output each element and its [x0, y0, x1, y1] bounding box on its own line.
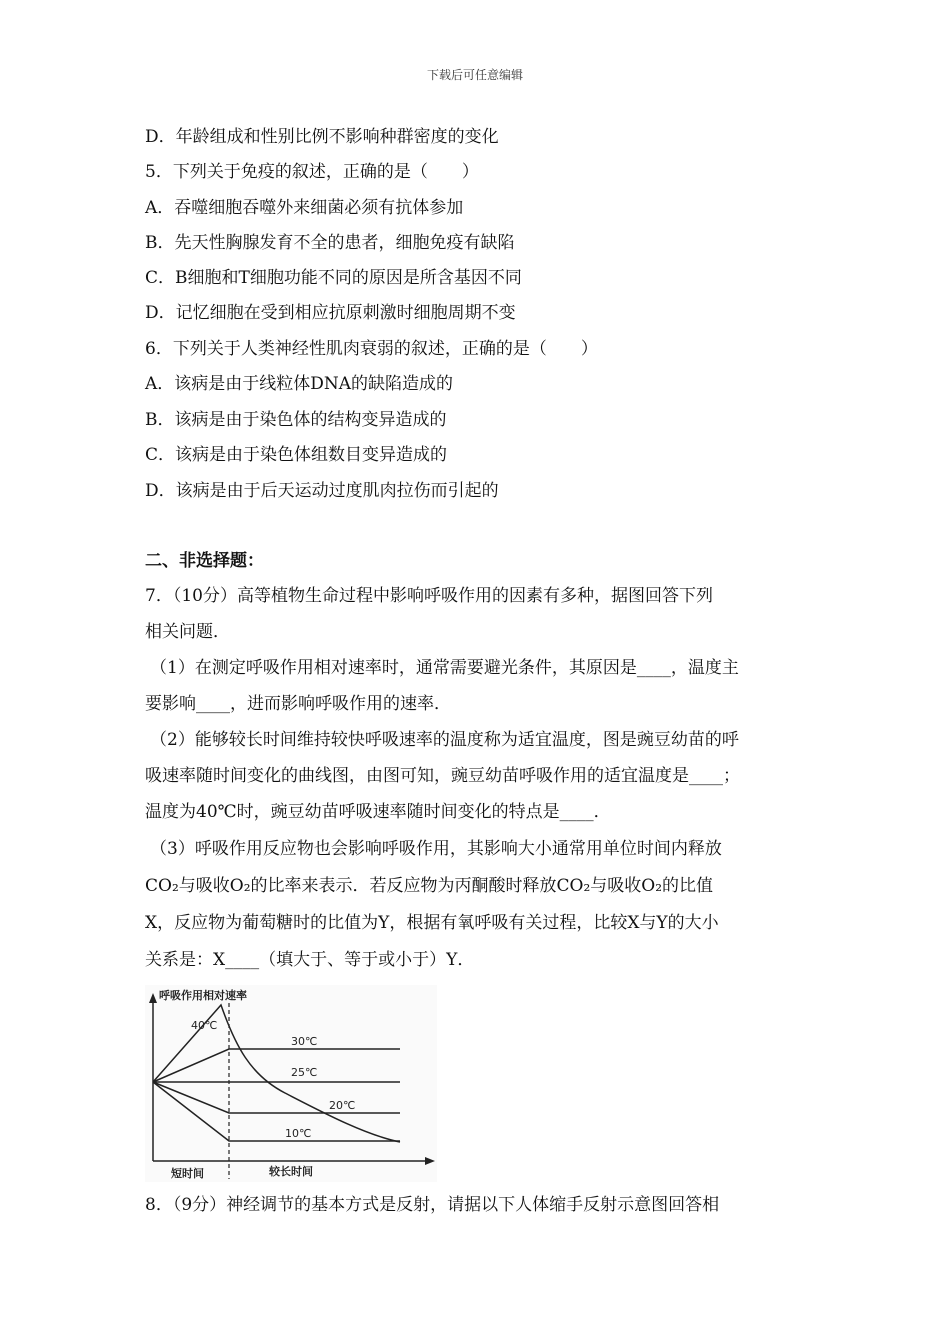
q7-part2-cont1: 吸速率随时间变化的曲线图，由图可知，豌豆幼苗呼吸作用的适宜温度是____；: [145, 766, 740, 786]
q7-part3-cont1: CO₂与吸收O₂的比率来表示．若反应物为丙酮酸时释放CO₂与吸收O₂的比值: [145, 876, 714, 896]
question-8: 8．（9分）神经调节的基本方式是反射，请据以下人体缩手反射示意图回答相: [145, 1195, 720, 1215]
q7-part3-cont3: 关系是：X____（填大于、等于或小于）Y．: [145, 950, 475, 970]
q7-part2-cont2: 温度为40℃时，豌豆幼苗呼吸速率随时间变化的特点是____．: [145, 802, 611, 822]
question-7: 7．（10分）高等植物生命过程中影响呼吸作用的因素有多种，据图回答下列: [145, 586, 713, 606]
respiration-rate-chart: [145, 985, 437, 1182]
option-5c: C．B细胞和T细胞功能不同的原因是所含基因不同: [145, 268, 522, 288]
x-axis-arrow: [425, 1157, 435, 1165]
q7-part3-cont2: X，反应物为葡萄糖时的比值为Y，根据有氧呼吸有关过程，比较X与Y的大小: [145, 913, 719, 933]
option-6b: B．该病是由于染色体的结构变异造成的: [145, 410, 447, 430]
option-6a: A．该病是由于线粒体DNA的缺陷造成的: [145, 374, 454, 394]
curve-10c: [153, 1082, 400, 1141]
question-7-cont: 相关问题．: [145, 622, 230, 642]
x-region-short: 短时间: [171, 1167, 204, 1180]
q7-part2: （2）能够较长时间维持较快呼吸速率的温度称为适宜温度，图是豌豆幼苗的呼: [150, 730, 739, 750]
y-axis-label: 呼吸作用相对速率: [159, 989, 247, 1002]
option-5a: A．吞噬细胞吞噬外来细菌必须有抗体参加: [145, 198, 464, 218]
option-5d: D．记忆细胞在受到相应抗原刺激时细胞周期不变: [145, 303, 516, 323]
y-axis-arrow: [149, 993, 157, 1003]
series-label-30c: 30℃: [291, 1035, 318, 1048]
option-4d: D．年龄组成和性别比例不影响种群密度的变化: [145, 127, 499, 147]
series-label-10c: 10℃: [285, 1127, 312, 1140]
q7-part1-cont: 要影响____，进而影响呼吸作用的速率．: [145, 694, 451, 714]
question-6: 6．下列关于人类神经性肌肉衰弱的叙述，正确的是（ ）: [145, 339, 598, 359]
series-label-25c: 25℃: [291, 1066, 318, 1079]
x-region-long: 较长时间: [269, 1165, 313, 1178]
page-header: 下载后可任意编辑: [426, 68, 523, 82]
series-label-40c: 40℃: [191, 1019, 218, 1032]
option-6d: D．该病是由于后天运动过度肌肉拉伤而引起的: [145, 481, 499, 501]
option-6c: C．该病是由于染色体组数目变异造成的: [145, 445, 448, 465]
section-heading: 二、非选择题：: [145, 551, 264, 571]
curve-30c: [153, 1049, 400, 1082]
series-label-20c: 20℃: [329, 1099, 356, 1112]
option-5b: B．先天性胸腺发育不全的患者，细胞免疫有缺陷: [145, 233, 515, 253]
curve-20c: [153, 1082, 400, 1113]
question-5: 5．下列关于免疫的叙述，正确的是（ ）: [145, 162, 479, 182]
q7-part1: （1）在测定呼吸作用相对速率时，通常需要避光条件，其原因是____，温度主: [150, 658, 739, 678]
q7-part3: （3）呼吸作用反应物也会影响呼吸作用，其影响大小通常用单位时间内释放: [150, 839, 722, 859]
